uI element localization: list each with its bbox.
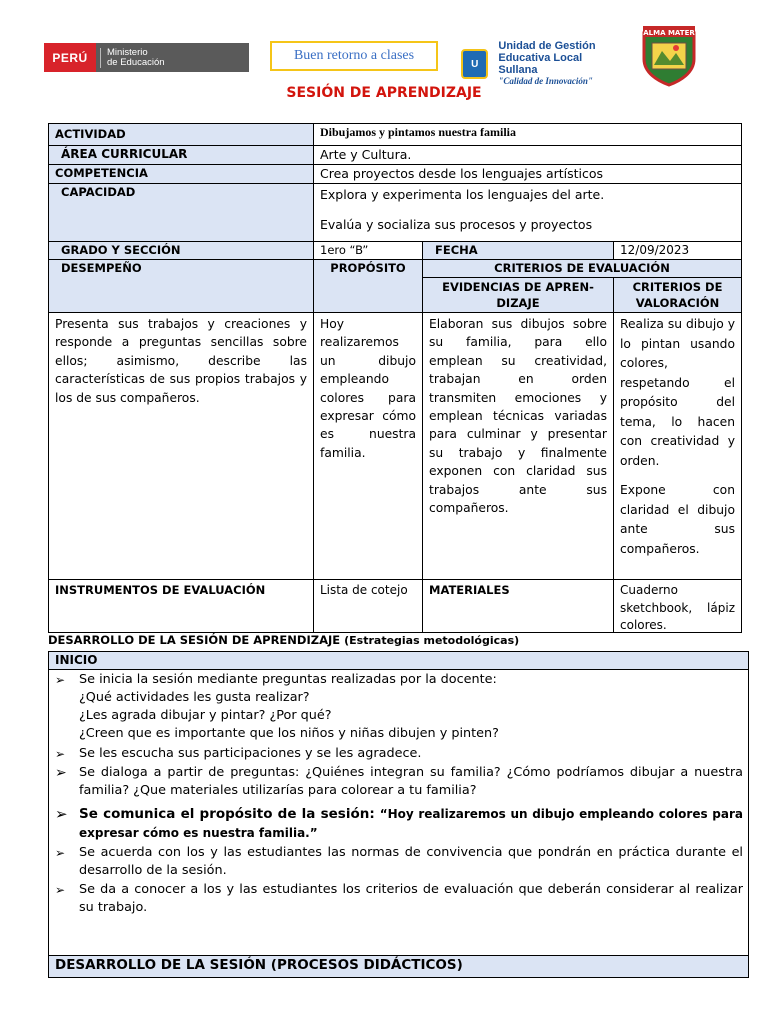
ugel-line2: Educativa Local Sullana	[498, 52, 583, 76]
inicio-label: INICIO	[48, 651, 749, 670]
materiales-value: Cuaderno sketchbook, lápiz colores.	[613, 579, 742, 633]
list-item: ¿Qué actividades les gusta realizar?	[79, 690, 310, 705]
arrow-bullet-icon: ➢	[55, 846, 66, 860]
desarrollo-title: DESARROLLO DE LA SESIÓN DE APRENDIZAJE (Estrategias metodológicas)	[48, 633, 520, 647]
fecha-label: FECHA	[422, 241, 614, 260]
grado-value: 1ero “B”	[313, 241, 423, 260]
fecha-value: 12/09/2023	[613, 241, 742, 260]
area-label: ÁREA CURRICULAR	[48, 145, 314, 165]
arrow-bullet-icon: ➢	[55, 747, 66, 761]
proposito-text: Hoy realizaremos un dibujo empleando colores para expresar cómo es nuestra familia.	[313, 312, 423, 580]
materiales-label: MATERIALES	[422, 579, 614, 633]
list-item: ➢ Se comunica el propósito de la sesión: “Hoy realizaremos un dibujo empleando colores para expresar cómo es nuestra familia.”	[55, 805, 743, 840]
valoracion-text-1: Realiza su dibujo y lo pintan usando colores, respetando el propósito del tema, lo hacen con creatividad y orden.	[620, 317, 735, 468]
school-shield-icon	[640, 25, 698, 87]
competencia-label: COMPETENCIA	[48, 164, 314, 184]
capacidad-cell	[313, 183, 742, 242]
shield-label: ALMA MATER	[643, 29, 695, 37]
valoracion-cell	[613, 312, 742, 580]
minedu-logo	[44, 43, 249, 72]
criterios-label: CRITERIOS DE EVALUACIÓN	[422, 259, 742, 278]
actividad-label: ACTIVIDAD	[48, 123, 314, 146]
capacidad-value-2: Evalúa y socializa sus procesos y proyectos	[320, 217, 593, 232]
list-item: ¿Creen que es importante que los niños y niñas dibujen y pinten?	[79, 726, 499, 741]
evidencias-label: EVIDENCIAS DE APREN-DIZAJE	[422, 277, 614, 313]
inicio-list	[48, 669, 749, 956]
instrumentos-value: Lista de cotejo	[313, 579, 423, 633]
valoracion-text-2: Expone con claridad el dibujo ante sus compañeros.	[620, 483, 735, 556]
list-item: ➢ Se da a conocer a los y las estudiantes los criterios de evaluación que deberán considerar al realizar su trabajo.	[55, 882, 743, 915]
arrow-bullet-icon: ➢	[55, 805, 68, 823]
arrow-bullet-icon: ➢	[55, 883, 66, 897]
list-item: ➢ Se les escucha sus participaciones y se les agradece.	[55, 746, 422, 761]
area-value: Arte y Cultura.	[313, 145, 742, 165]
instrumentos-label: INSTRUMENTOS DE EVALUACIÓN	[48, 579, 314, 633]
desempeno-label: DESEMPEÑO	[48, 259, 314, 313]
valoracion-label: CRITERIOS DE VALORACIÓN	[613, 277, 742, 313]
arrow-bullet-icon: ➢	[55, 765, 67, 781]
page-title: SESIÓN DE APRENDIZAJE	[286, 85, 482, 101]
arrow-bullet-icon: ➢	[55, 673, 66, 687]
ugel-slogan: "Calidad de Innovación"	[498, 76, 593, 86]
capacidad-label: CAPACIDAD	[48, 183, 314, 242]
ugel-emblem-icon: U	[461, 49, 488, 79]
retorno-banner: Buen retorno a clases	[270, 41, 438, 71]
ugel-line1: Unidad de Gestión	[498, 40, 596, 52]
grado-label: GRADO Y SECCIÓN	[48, 241, 314, 260]
competencia-value: Crea proyectos desde los lenguajes artísticos	[313, 164, 742, 184]
ugel-logo	[461, 40, 621, 86]
actividad-value: Dibujamos y pintamos nuestra familia	[313, 123, 742, 146]
peru-label: PERÚ	[44, 43, 96, 72]
list-item: ➢ Se acuerda con los y las estudiantes las normas de convivencia que pondrán en práctica durante el desarrollo de la sesión.	[55, 845, 743, 878]
list-item: ➢ Se dialoga a partir de preguntas: ¿Quiénes integran su familia? ¿Cómo podríamos dibujar a nuestra familia? ¿Que materiales utilizarías para colorear a tu familia?	[55, 765, 743, 798]
evidencias-text: Elaboran sus dibujos sobre su familia, para ello emplean su creatividad, trabajan en orden transmiten emociones y emplean técnicas variadas para culminar y presentar su trabajo y finalmente exponen con claridad sus trabajos ante sus compañeros.	[422, 312, 614, 580]
capacidad-value-1: Explora y experimenta los lenguajes del arte.	[320, 187, 605, 202]
ministerio-label: Ministerio de Educación	[100, 48, 165, 68]
list-item: ¿Les agrada dibujar y pintar? ¿Por qué?	[79, 708, 332, 723]
desempeno-text: Presenta sus trabajos y creaciones y responde a preguntas sencillas sobre ellos; asimismo, describe las características de sus propios trabajos y los de sus compañeros.	[48, 312, 314, 580]
list-item: ➢ Se inicia la sesión mediante preguntas realizadas por la docente:	[55, 672, 497, 687]
proposito-label: PROPÓSITO	[313, 259, 423, 313]
procesos-label: DESARROLLO DE LA SESIÓN (PROCESOS DIDÁCTICOS)	[48, 955, 749, 978]
